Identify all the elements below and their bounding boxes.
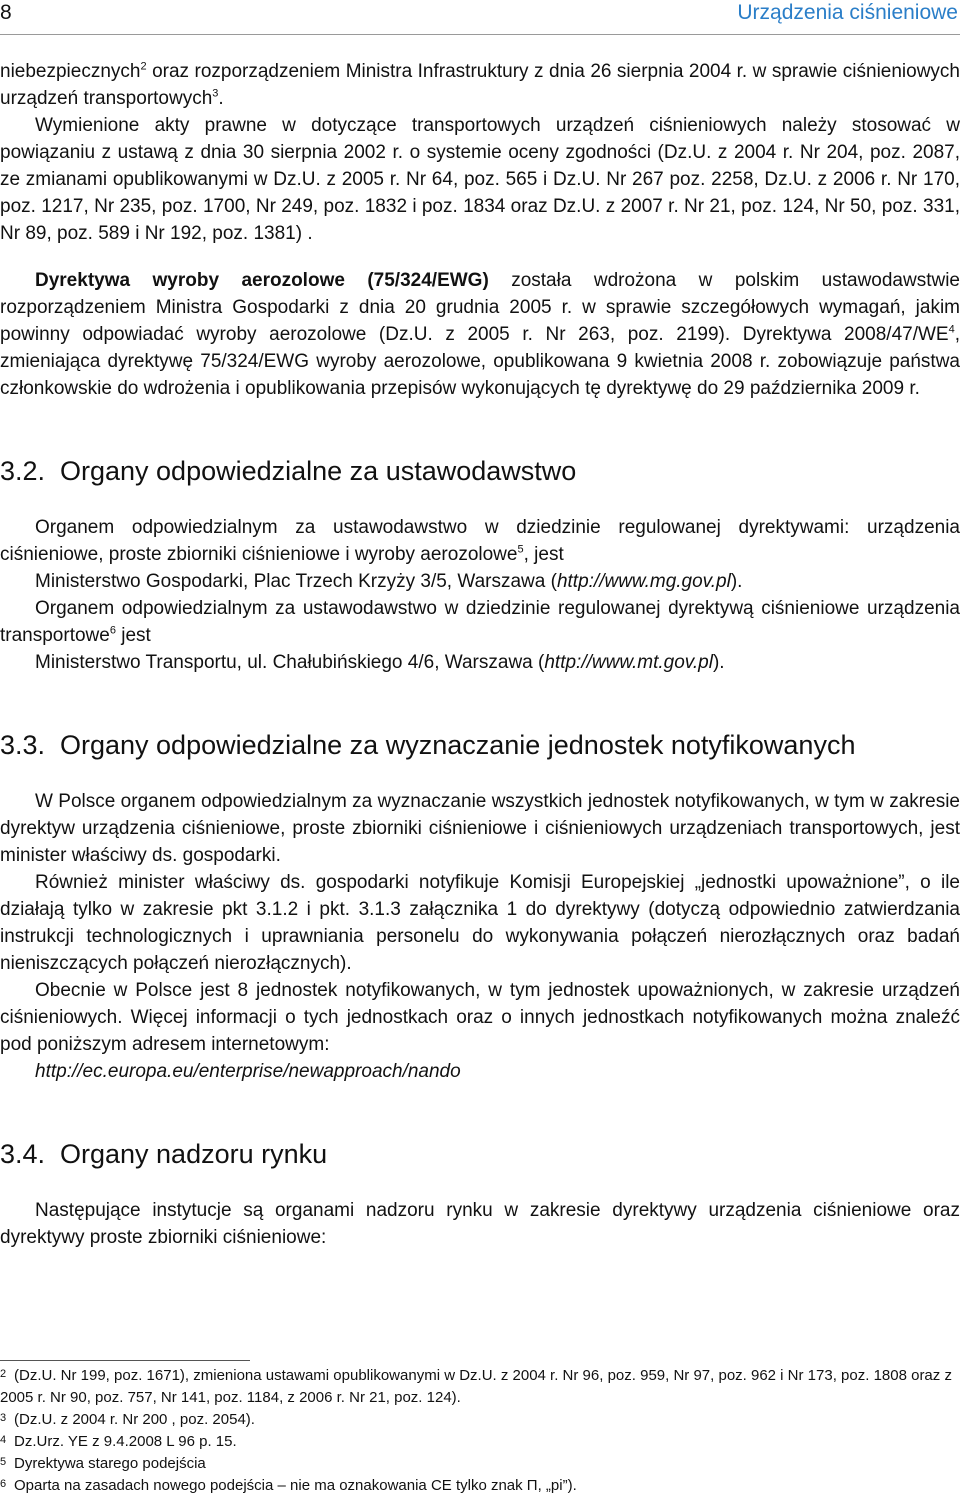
footnote-ref-4[interactable]: 4 [948, 323, 955, 336]
footnote-ref-3[interactable]: 3 [212, 87, 219, 100]
paragraph-legal-acts: Wymienione akty prawne w dotyczące transportowych urządzeń ciśnieniowych należy stosować w powiązaniu z ustawą z dnia 30 sierpnia 2002 r. o systemie oceny zgodności (Dz.U. z 2004 r. Nr 204, poz. 2087, ze zmianami opublikowanymi w Dz.U. z 2005 r. Nr 64, poz. 565 i Dz.U. Nr 267 poz. 2258, Dz.U. z 2006 r. Nr 170, poz. 1217, Nr 235, poz. 1700, Nr 249, poz. 1832 i poz. 1834 oraz Dz.U. z 2007 r. Nr 21, poz. 124, Nr 50, poz. 331, Nr 89, poz. 589 i Nr 192, poz. 1381) . [0, 115, 960, 244]
page-header [0, 0, 960, 35]
footnote-6: 6 Oparta na zasadach nowego podejścia – nie ma oznakowania CE tylko znak П, „pi”). [0, 1477, 577, 1494]
paragraph-intro: niebezpiecznych$^2$ oraz rozporządzeniem Ministra Infrastruktury z dnia 26 sierpnia 2004 r. w sprawie ciśnieniowych urządzeń transportowych$^3$. [0, 60, 960, 109]
paragraph-3-3-3: Obecnie w Polsce jest 8 jednostek notyfikowanych, w tym jednostek upoważnionych, w zakresie urządzeń ciśnieniowych. Więcej informacji o tych jednostkach oraz o innych jednostkach notyfikowanych można znaleźć pod poniższym adresem internetowym: [0, 980, 960, 1055]
paragraph-aerosol-directive: Dyrektywa wyroby aerozolowe (75/324/EWG) została wdrożona w polskim ustawodawstwie rozporządzeniem Ministra Gospodarki z dnia 20 grudnia 2005 r. w sprawie szczegółowych wymagań, jakim powinny odpowiadać wyroby aerozolowe (Dz.U. z 2005 r. Nr 263, poz. 2199). Dyrektywa $2008/47/WE^4$, zmieniająca dyrektywę 75/324/EWG wyroby aerozolowe, opublikowana 9 kwietnia 2008 r. zobowiązuje państwa członkowskie do wdrożenia i opublikowania przepisów wykonujących tę dyrektywę do 29 października 2009 r. [0, 270, 960, 399]
ministry-economy-address: Ministerstwo Gospodarki, Plac Trzech Krzyży 3/5, Warszawa (http://www.mg.gov.pl). [35, 571, 743, 592]
footnote-2: 2 (Dz.U. Nr 199, poz. 1671), zmieniona ustawami opublikowanymi w Dz.U. z 2004 r. Nr 96, poz. 959, Nr 97, poz. 962 i Nr 173, poz. 1808 oraz z 2005 r. Nr 90, poz. 757, Nr 141, poz. 1184, z 2006 r. Nr 21, poz. 124). [0, 1367, 952, 1406]
footnote-ref-6[interactable]: 6 [109, 624, 116, 637]
section-heading-3-3: 3.3. Organy odpowiedzialne za wyznaczanie jednostek notyfikowanych [0, 730, 856, 760]
link-nando[interactable]: http://ec.europa.eu/enterprise/newapproach/nando [35, 1061, 461, 1082]
paragraph-3-2-2: Organem odpowiedzialnym za ustawodawstwo w dziedzinie regulowanej dyrektywą ciśnieniowe urządzenia transportowe$^6$ jest [0, 598, 960, 646]
footnote-rule [0, 1360, 250, 1361]
section-heading-3-4: 3.4. Organy nadzoru rynku [0, 1139, 328, 1169]
ministry-transport-address: Ministerstwo Transportu, ul. Chałubińskiego 4/6, Warszawa (http://www.mt.gov.pl). [35, 652, 725, 673]
paragraph-3-2-1: Organem odpowiedzialnym za ustawodawstwo w dziedzinie regulowanej dyrektywami: urządzenia ciśnieniowe, proste zbiorniki ciśnieniowe i wyroby aerozolowe$^5$, jest [0, 517, 960, 565]
footnote-4: 4 Dz.Urz. YE z 9.4.2008 L 96 p. 15. [0, 1433, 237, 1450]
paragraph-3-3-1: W Polsce organem odpowiedzialnym za wyznaczanie wszystkich jednostek notyfikowanych, w tym w zakresie dyrektyw urządzenia ciśnieniowe, proste zbiorniki ciśnieniowe i ciśnieniowych urządzeniach transportowych, jest minister właściwy ds. gospodarki. [0, 791, 960, 866]
page-content [0, 58, 960, 1251]
link-mg-gov[interactable]: http://www.mg.gov.pl [556, 571, 731, 592]
footnotes [0, 1360, 960, 1497]
footnote-3: 3 (Dz.U. z 2004 r. Nr 200 , poz. 2054). [0, 1411, 255, 1428]
running-title: Urządzenia ciśnieniowe [737, 1, 958, 24]
paragraph-3-3-2: Również minister właściwy ds. gospodarki notyfikuje Komisji Europejskiej „jednostki upoważnione”, o ile działają tylko w zakresie pkt 3.1.2 i pkt. 3.1.3 załącznika 1 do dyrektywy (dotyczą odpowiednio zatwierdzania instrukcji technologicznych i uprawniania personelu do wykonywania połączeń nierozłącznych oraz badań nieniszczących połączeń nierozłącznych). [0, 872, 960, 974]
footnote-ref-5[interactable]: 5 [517, 543, 524, 556]
page-number: 8 [0, 1, 12, 24]
section-heading-3-2: 3.2. Organy odpowiedzialne za ustawodawstwo [0, 456, 577, 486]
footnote-ref-2[interactable]: 2 [140, 60, 147, 73]
paragraph-3-4-1: Następujące instytucje są organami nadzoru rynku w zakresie dyrektywy urządzenia ciśnieniowe oraz dyrektywy proste zbiorniki ciśnieniowe: [0, 1200, 960, 1248]
aerosol-directive-bold: Dyrektywa wyroby aerozolowe (75/324/EWG) [35, 270, 489, 291]
footnote-5: 5 Dyrektywa starego podejścia [0, 1455, 206, 1472]
link-mt-gov[interactable]: http://www.mt.gov.pl [544, 652, 713, 673]
